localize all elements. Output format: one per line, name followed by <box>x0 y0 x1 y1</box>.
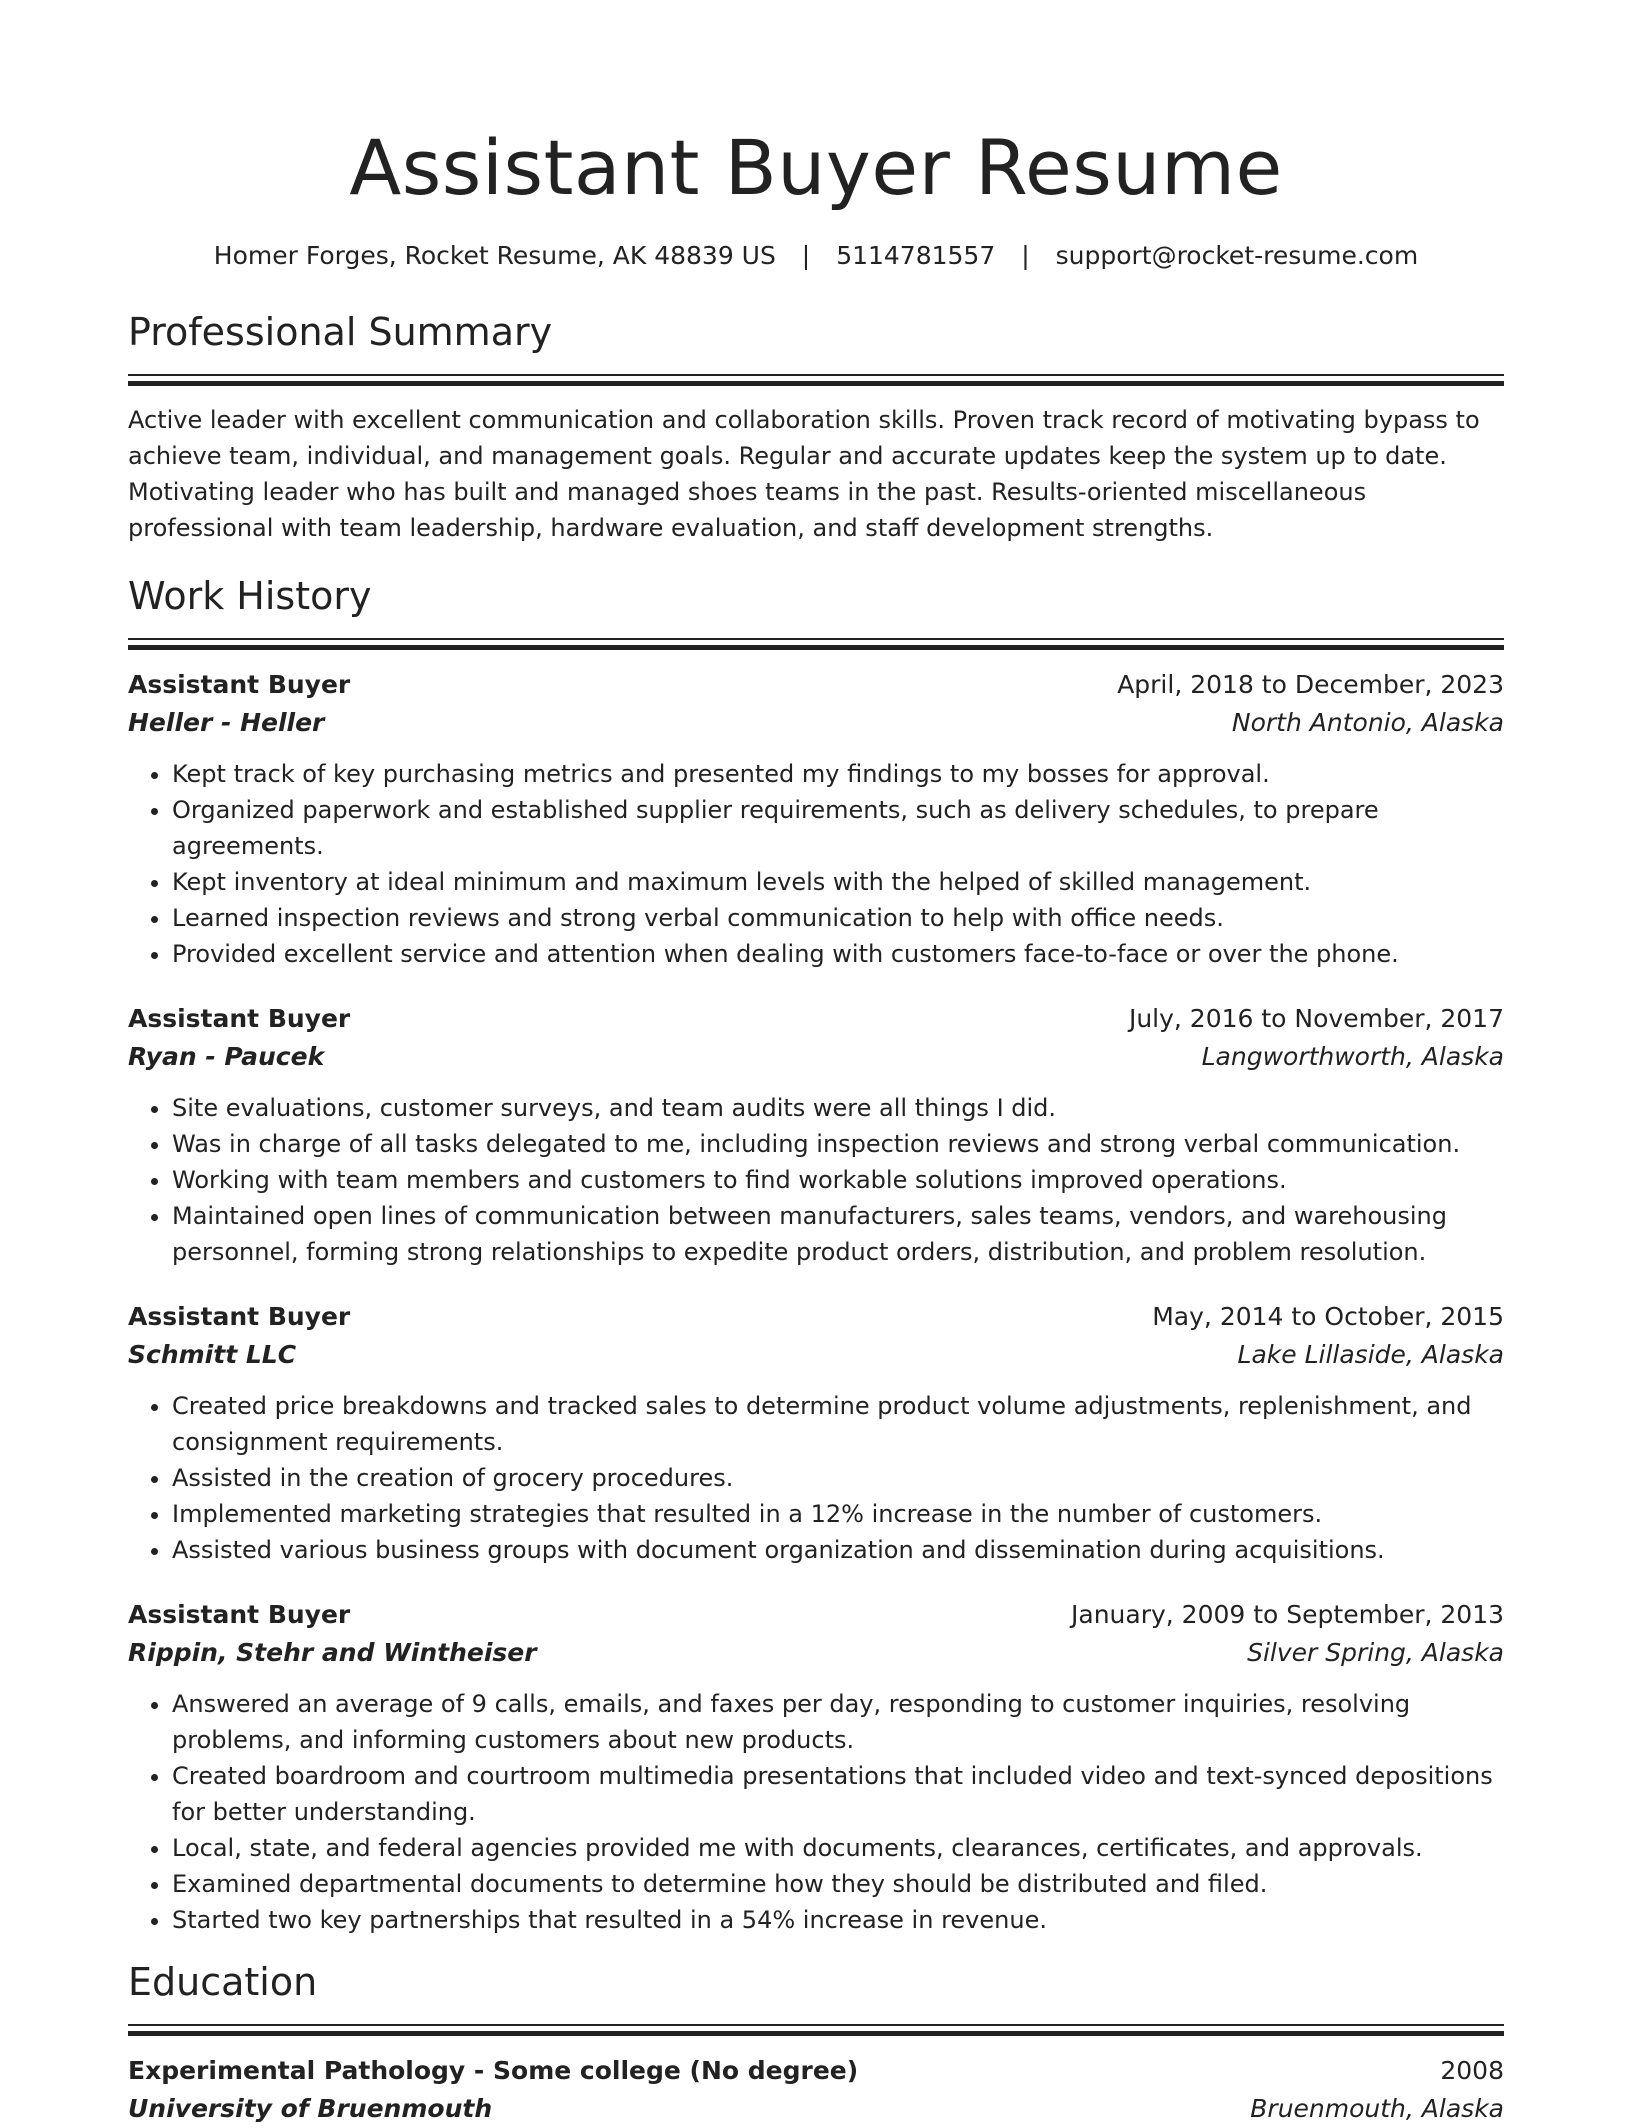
job-title: Assistant Buyer <box>128 1302 351 1331</box>
job-company-row <box>128 1336 1504 1374</box>
summary-section <box>128 308 1504 546</box>
education-header-row <box>128 2052 1504 2090</box>
job-bullets <box>128 1090 1504 1270</box>
education-degree: Experimental Pathology - Some college (No degree) <box>128 2056 859 2085</box>
section-divider <box>128 2024 1504 2036</box>
job-bullet: • Was in charge of all tasks delegated to me, including inspection reviews and strong verbal communication. <box>172 1126 1504 1162</box>
contact-phone: 5114781557 <box>836 241 996 270</box>
contact-email: support@rocket-resume.com <box>1055 241 1419 270</box>
job-location: Langworthworth, Alaska <box>1201 1042 1504 1071</box>
education-location: Bruenmouth, Alaska <box>1250 2094 1504 2123</box>
job-location: Silver Spring, Alaska <box>1247 1638 1504 1667</box>
job-company: Rippin, Stehr and Wintheiser <box>128 1638 537 1667</box>
job-header-row <box>128 1298 1504 1336</box>
section-divider <box>128 374 1504 386</box>
contact-address: Homer Forges, Rocket Resume, AK 48839 US <box>213 241 776 270</box>
contact-line <box>128 238 1504 274</box>
job-bullets <box>128 1388 1504 1568</box>
job-bullet: • Created price breakdowns and tracked sales to determine product volume adjustments, replenishment, and consignment requirements. <box>172 1388 1504 1460</box>
resume-title: Assistant Buyer Resume <box>349 123 1283 212</box>
job-header-row <box>128 666 1504 704</box>
work-history-section <box>128 572 1504 1938</box>
education-school-row <box>128 2090 1504 2128</box>
job-bullet: • Local, state, and federal agencies provided me with documents, clearances, certificates, and approvals. <box>172 1830 1504 1866</box>
summary-text: Active leader with excellent communication and collaboration skills. Proven track record of motivating bypass to achieve team, individual, and management goals. Regular and accurate updates keep the system up to date. Motivating leader who has built and managed shoes teams in the past. Results-oriented miscellaneous professional with team leadership, hardware evaluation, and staff development strengths. <box>128 406 1480 542</box>
job-bullet: • Assisted in the creation of grocery procedures. <box>172 1460 1504 1496</box>
job-bullet: • Maintained open lines of communication between manufacturers, sales teams, vendors, and warehousing personnel, forming strong relationships to expedite product orders, distribution, and problem resolution. <box>172 1198 1504 1270</box>
job-company-row <box>128 1634 1504 1672</box>
job-dates: July, 2016 to November, 2017 <box>1128 1004 1504 1033</box>
job-bullet: • Organized paperwork and established supplier requirements, such as delivery schedules, to prepare agreements. <box>172 792 1504 864</box>
job-entry <box>128 1000 1504 1270</box>
job-dates: January, 2009 to September, 2013 <box>1071 1600 1504 1629</box>
job-company: Ryan - Paucek <box>128 1042 325 1071</box>
job-bullet: • Learned inspection reviews and strong verbal communication to help with office needs. <box>172 900 1504 936</box>
job-bullet: • Created boardroom and courtroom multimedia presentations that included video and text-synced depositions for better understanding. <box>172 1758 1504 1830</box>
job-location: North Antonio, Alaska <box>1231 708 1504 737</box>
job-header-row <box>128 1596 1504 1634</box>
job-company: Heller - Heller <box>128 708 325 737</box>
job-entry <box>128 1596 1504 1938</box>
job-bullet: • Provided excellent service and attention when dealing with customers face-to-face or over the phone. <box>172 936 1504 972</box>
job-entry <box>128 666 1504 972</box>
job-bullet: • Assisted various business groups with document organization and dissemination during acquisitions. <box>172 1532 1504 1568</box>
education-school: University of Bruenmouth <box>128 2094 493 2123</box>
job-header-row <box>128 1000 1504 1038</box>
job-bullet: • Kept track of key purchasing metrics and presented my findings to my bosses for approval. <box>172 756 1504 792</box>
job-bullet: • Examined departmental documents to determine how they should be distributed and filed. <box>172 1866 1504 1902</box>
job-bullets <box>128 1686 1504 1938</box>
job-entry <box>128 1298 1504 1568</box>
job-bullet: • Answered an average of 9 calls, emails, and faxes per day, responding to customer inquiries, resolving problems, and informing customers about new products. <box>172 1686 1504 1758</box>
job-bullet: • Started two key partnerships that resulted in a 54% increase in revenue. <box>172 1902 1504 1938</box>
section-heading-education: Education <box>128 1960 318 2004</box>
job-location: Lake Lillaside, Alaska <box>1237 1340 1504 1369</box>
job-title: Assistant Buyer <box>128 1600 351 1629</box>
education-section <box>128 1958 1504 2128</box>
section-heading-summary: Professional Summary <box>128 310 553 354</box>
job-bullet: • Site evaluations, customer surveys, and team audits were all things I did. <box>172 1090 1504 1126</box>
job-title: Assistant Buyer <box>128 670 351 699</box>
job-bullets <box>128 756 1504 972</box>
job-bullet: • Kept inventory at ideal minimum and maximum levels with the helped of skilled management. <box>172 864 1504 900</box>
section-heading-work-history: Work History <box>128 574 372 618</box>
education-year: 2008 <box>1440 2056 1504 2085</box>
education-entry <box>128 2052 1504 2128</box>
contact-separator: | <box>801 241 811 270</box>
contact-separator: | <box>1021 241 1030 270</box>
job-company-row <box>128 704 1504 742</box>
job-company: Schmitt LLC <box>128 1340 297 1369</box>
job-bullet: • Working with team members and customers to find workable solutions improved operations. <box>172 1162 1504 1198</box>
job-title: Assistant Buyer <box>128 1004 351 1033</box>
job-dates: May, 2014 to October, 2015 <box>1152 1302 1504 1331</box>
section-divider <box>128 638 1504 650</box>
job-dates: April, 2018 to December, 2023 <box>1117 670 1504 699</box>
resume-page <box>128 0 1504 2128</box>
job-bullet: • Implemented marketing strategies that resulted in a 12% increase in the number of customers. <box>172 1496 1504 1532</box>
job-company-row <box>128 1038 1504 1076</box>
